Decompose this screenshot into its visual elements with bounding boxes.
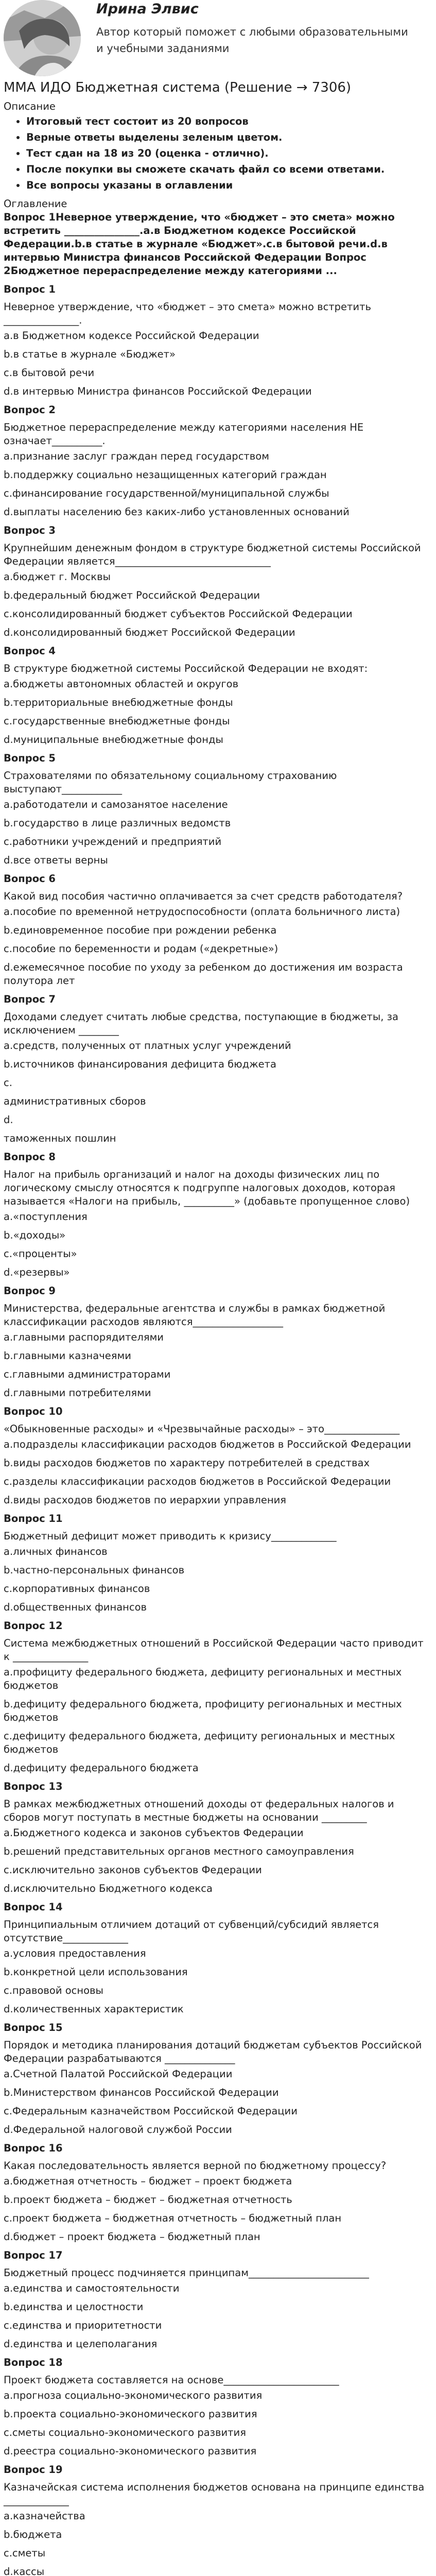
question-number: Вопрос 9 <box>4 1285 56 1297</box>
answer-option: a.профициту федерального бюджета, дефициту региональных и местных бюджетов <box>4 1666 402 1691</box>
question-text: Проект бюджета составляется на основе_______________________ <box>4 2374 339 2386</box>
answer-option: a.единства и самостоятельности <box>4 2282 180 2294</box>
question-number: Вопрос 14 <box>4 1901 63 1913</box>
question-number: Вопрос 3 <box>4 524 56 536</box>
answer-option: c.в бытовой речи <box>4 367 95 379</box>
answer-option: a.средств, полученных от платных услуг учреждений <box>4 1040 291 1052</box>
answer-option: a.личных финансов <box>4 1546 108 1557</box>
answer-option: c.финансирование государственной/муниципальной службы <box>4 487 329 499</box>
question-text: Порядок и методика планирования дотаций бюджетам субъектов Российской Федерации разрабатываются ______________ <box>4 2039 422 2064</box>
answer-option: b.конкретной цели использования <box>4 1966 188 1978</box>
answer-option: b.поддержку социально незащищенных категорий граждан <box>4 469 327 481</box>
answer-option: a.условия предоставления <box>4 1947 146 1959</box>
answer-option: a.главными распорядителями <box>4 1331 164 1343</box>
question-block <box>4 1512 432 1614</box>
answer-option: d.муниципальные внебюджетные фонды <box>4 734 223 745</box>
answer-option: d.дефициту федерального бюджета <box>4 1762 199 1774</box>
answer-option: a.Бюджетного кодекса и законов субъектов Федерации <box>4 1827 304 1839</box>
answer-option: a.казначейства <box>4 2510 85 2522</box>
answer-option: d.главными потребителями <box>4 1387 151 1399</box>
description-label: Описание <box>4 100 56 112</box>
answer-option: a.пособие по временной нетрудоспособности (оплата больничного листа) <box>4 906 400 918</box>
answer-option: b.единства и целостности <box>4 2301 144 2313</box>
question-number: Вопрос 2 <box>4 404 56 416</box>
answer-option: d.бюджет – проект бюджета – бюджетный план <box>4 2231 260 2243</box>
answer-option: c.сметы <box>4 2547 46 2559</box>
answer-option: a.признание заслуг граждан перед государством <box>4 450 269 462</box>
avatar[interactable] <box>4 0 81 76</box>
answer-option: b.в статье в журнале «Бюджет» <box>4 348 176 360</box>
answer-option: b.главными казначеями <box>4 1350 131 1362</box>
answer-option: a.прогноза социально-экономического развития <box>4 2389 263 2401</box>
question-number: Вопрос 8 <box>4 1151 56 1163</box>
question-block <box>4 2142 432 2244</box>
question-number: Вопрос 5 <box>4 752 56 764</box>
answer-option: d.выплаты населению без каких-либо установленных оснований <box>4 506 350 518</box>
question-text: Казначейская система исполнения бюджетов основана на принципе единства _____________ <box>4 2481 425 2506</box>
answer-option: a.подразделы классификации расходов бюджетов в Российской Федерации <box>4 1438 411 1450</box>
question-block <box>4 1405 432 1507</box>
question-text: Министерства, федеральные агентства и службы в рамках бюджетной классификации расходов являются__________________ <box>4 1302 386 1328</box>
list-item: • Верные ответы выделены зеленым цветом. <box>26 129 432 145</box>
answer-option: d.кассы <box>4 2566 45 2576</box>
question-text: В рамках межбюджетных отношений доходы от федеральных налогов и сборов могут поступать в местные бюджеты на основании _________ <box>4 1798 394 1823</box>
question-block <box>4 993 432 1145</box>
question-block <box>4 2249 432 2351</box>
question-number: Вопрос 13 <box>4 1781 63 1792</box>
answer-option: a.работодатели и самозанятое население <box>4 799 228 810</box>
question-text: Какая последовательность является верной по бюджетному процессу? <box>4 2160 387 2172</box>
question-block <box>4 524 432 639</box>
answer-option: c.дефициту федерального бюджета, дефициту региональных и местных бюджетов <box>4 1730 395 1755</box>
answer-option: c.исключительно законов субъектов Федерации <box>4 1864 262 1876</box>
list-item: • Все вопросы указаны в оглавлении <box>26 177 432 193</box>
answer-option: c.работники учреждений и предприятий <box>4 836 222 848</box>
answer-option: a.«поступления <box>4 1211 88 1223</box>
answer-option: c.правовой основы <box>4 1985 103 1996</box>
question-block <box>4 1284 432 1400</box>
question-text: Страхователями по обязательному социальному страхованию выступают____________ <box>4 770 337 795</box>
question-text: «Обыкновенные расходы» и «Чрезвычайные расходы» – это_______________ <box>4 1423 400 1435</box>
question-text: Бюджетный дефицит может приводить к кризису_____________ <box>4 1530 337 1542</box>
description-list <box>4 113 432 193</box>
question-number: Вопрос 4 <box>4 645 56 657</box>
answer-option: b.проекта социально-экономического развития <box>4 2408 257 2420</box>
answer-option: c. <box>4 1077 12 1089</box>
answer-option: b.источников финансирования дефицита бюджета <box>4 1058 276 1070</box>
question-text: Бюджетное перераспределение между категориями населения НЕ означает__________. <box>4 421 364 447</box>
answer-option: b.федеральный бюджет Российской Федерации <box>4 589 260 601</box>
answer-option: c.сметы социально-экономического развития <box>4 2427 246 2438</box>
question-text: Система межбюджетных отношений в Российской Федерации часто приводит к _______________ <box>4 1637 424 1663</box>
answer-option: b.дефициту федерального бюджета, профициту региональных и местных бюджетов <box>4 1698 402 1723</box>
answer-option: c.Федеральным казначейством Российской Федерации <box>4 2105 298 2117</box>
question-number: Вопрос 12 <box>4 1620 63 1632</box>
answer-option: b.«доходы» <box>4 1229 66 1241</box>
question-text: Бюджетный процесс подчиняется принципам________________________ <box>4 2267 369 2279</box>
document-title: ММА ИДО Бюджетная система (Решение → 7306) <box>4 80 352 95</box>
answer-option: d.исключительно Бюджетного кодекса <box>4 1883 213 1894</box>
answer-option: d.реестра социально-экономического развития <box>4 2445 257 2457</box>
answer-option: a.бюджеты автономных областей и округов <box>4 678 239 690</box>
avatar-photo-icon <box>4 0 81 76</box>
question-text: Принципиальным отличием дотаций от субвенций/субсидий является отсутствие_____________ <box>4 1919 379 1944</box>
author-description: Автор который поможет с любыми образовательными и учебными заданиями <box>96 26 408 55</box>
answer-option: b.территориальные внебюджетные фонды <box>4 697 233 708</box>
question-list <box>4 283 432 2576</box>
answer-option: таможенных пошлин <box>4 1132 116 1144</box>
question-text: Крупнейшим денежным фондом в структуре бюджетной системы Российской Федерации является_______________________________ <box>4 542 421 567</box>
answer-option: b.единовременное пособие при рождении ребенка <box>4 924 277 936</box>
question-block <box>4 2021 432 2137</box>
question-text: Налог на прибыль организаций и налог на доходы физических лиц по логическому смыслу относятся к подгруппе налоговых доходов, которая называется «Налоги на прибыль, __________» (добавьте пропущенное слово) <box>4 1168 410 1207</box>
answer-option: b.решений представительных органов местного самоуправления <box>4 1845 354 1857</box>
answer-option: d.все ответы верны <box>4 854 108 866</box>
answer-option: d.виды расходов бюджетов по иерархии управления <box>4 1494 286 1506</box>
answer-option: d.Федеральной налоговой службой России <box>4 2124 232 2136</box>
question-block <box>4 283 432 398</box>
answer-option: b.государство в лице различных ведомств <box>4 817 231 829</box>
question-number: Вопрос 11 <box>4 1513 63 1524</box>
question-block <box>4 1619 432 1775</box>
list-item: • После покупки вы сможете скачать файл со всеми ответами. <box>26 161 432 177</box>
answer-option: d.общественных финансов <box>4 1601 147 1613</box>
question-block <box>4 2463 432 2576</box>
question-number: Вопрос 19 <box>4 2464 63 2476</box>
question-number: Вопрос 6 <box>4 873 56 885</box>
author-header <box>4 0 432 76</box>
question-block <box>4 403 432 519</box>
question-block <box>4 1780 432 1895</box>
answer-option: административных сборов <box>4 1095 146 1107</box>
answer-option: c.консолидированный бюджет субъектов Российской Федерации <box>4 608 353 620</box>
answer-option: d.«резервы» <box>4 1266 70 1278</box>
answer-option: a.Счетной Палатой Российской Федерации <box>4 2068 233 2080</box>
answer-option: c.«проценты» <box>4 1248 77 1260</box>
question-number: Вопрос 7 <box>4 993 56 1005</box>
toc-label: Оглавление <box>4 198 67 210</box>
answer-option: b.проект бюджета – бюджет – бюджетная отчетность <box>4 2194 292 2206</box>
answer-option: b.Министерством финансов Российской Федерации <box>4 2087 279 2098</box>
question-number: Вопрос 10 <box>4 1405 63 1417</box>
author-name[interactable]: Ирина Элвис <box>96 1 199 17</box>
question-block <box>4 1901 432 2016</box>
list-item: • Итоговый тест состоит из 20 вопросов <box>26 113 432 129</box>
answer-option: a.бюджет г. Москвы <box>4 571 111 583</box>
question-block <box>4 2356 432 2458</box>
answer-option: c.разделы классификации расходов бюджетов в Российской Федерации <box>4 1476 391 1487</box>
question-number: Вопрос 1 <box>4 283 56 295</box>
answer-option: d. <box>4 1114 13 1126</box>
answer-option: d.единства и целеполагания <box>4 2338 158 2350</box>
question-text: Доходами следует считать любые средства, поступающие в бюджеты, за исключением ________ <box>4 1011 398 1036</box>
answer-option: d.ежемесячное пособие по уходу за ребенком до достижения им возраста полутора лет <box>4 961 403 987</box>
question-number: Вопрос 18 <box>4 2357 63 2368</box>
question-block <box>4 645 432 747</box>
question-number: Вопрос 16 <box>4 2142 63 2154</box>
answer-option: c.корпоративных финансов <box>4 1583 150 1595</box>
question-text: Какой вид пособия частично оплачивается за счет средств работодателя? <box>4 890 403 902</box>
question-block <box>4 752 432 867</box>
answer-option: c.проект бюджета – бюджетная отчетность – бюджетный план <box>4 2212 342 2224</box>
answer-option: d.в интервью Министра финансов Российской Федерации <box>4 385 312 397</box>
question-text: Неверное утверждение, что «бюджет – это смета» можно встретить _______________. <box>4 301 371 326</box>
answer-option: b.частно-персональных финансов <box>4 1564 185 1576</box>
question-text: В структуре бюджетной системы Российской Федерации не входят: <box>4 663 368 674</box>
answer-option: d.консолидированный бюджет Российской Федерации <box>4 626 295 638</box>
answer-option: c.пособие по беременности и родам («декретные») <box>4 943 278 955</box>
answer-option: b.виды расходов бюджетов по характеру потребителей в средствах <box>4 1457 370 1469</box>
answer-option: d.количественных характеристик <box>4 2003 184 2015</box>
question-block <box>4 872 432 988</box>
question-block <box>4 1150 432 1279</box>
question-number: Вопрос 15 <box>4 2022 63 2033</box>
answer-option: c.единства и приоритетности <box>4 2319 162 2331</box>
answer-option: a.в Бюджетном кодексе Российской Федерации <box>4 330 259 342</box>
list-item: • Тест сдан на 18 из 20 (оценка - отлично). <box>26 145 432 161</box>
question-number: Вопрос 17 <box>4 2249 63 2261</box>
answer-option: c.государственные внебюджетные фонды <box>4 715 230 727</box>
toc-text: Вопрос 1Неверное утверждение, что «бюджет – это смета» можно встретить _______________.a.в Бюджетном кодексе Российской Федерации.b.в статье в журнале «Бюджет».c.в бытовой речи.d.в интервью Министра финансов Российской Федерации Вопрос 2Бюджетное перераспределение между категориями ... <box>4 211 395 277</box>
answer-option: b.бюджета <box>4 2529 62 2540</box>
answer-option: c.главными администраторами <box>4 1368 171 1380</box>
answer-option: a.бюджетная отчетность – бюджет – проект бюджета <box>4 2175 292 2187</box>
